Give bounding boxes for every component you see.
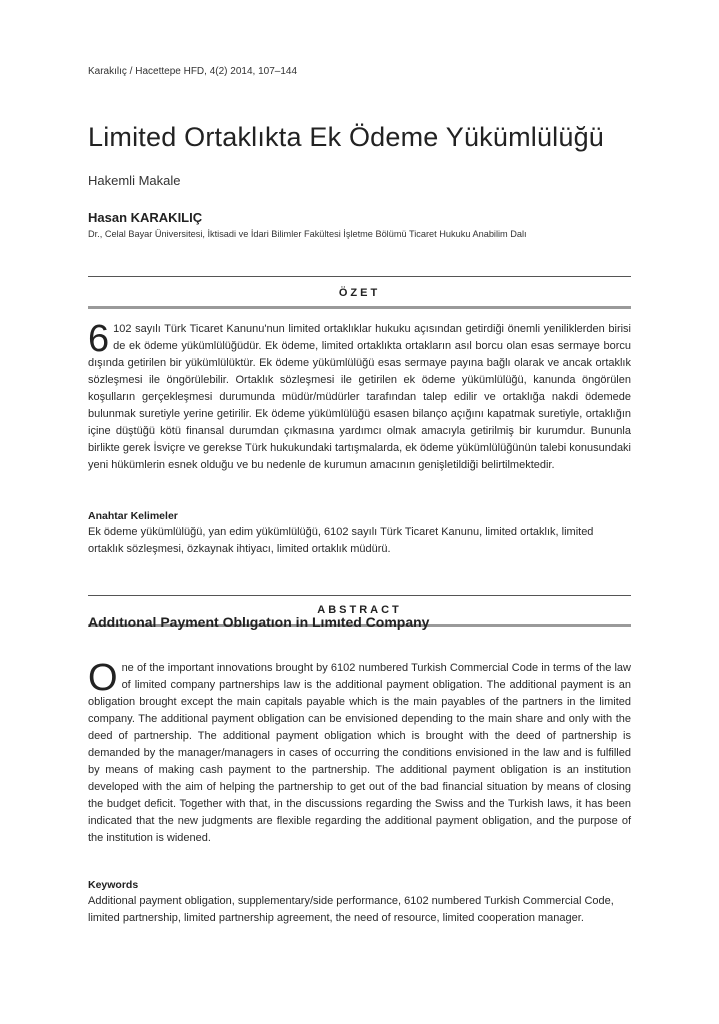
article-title: Limited Ortaklıkta Ek Ödeme Yükümlülüğü [88, 122, 605, 152]
abstract-keywords: Additional payment obligation, supplementary/side performance, 6102 numbered Turkish Commercial Code, limited partnership, limited partnership agreement, the need of resource, limited cooperation manager. [88, 895, 614, 924]
abstract-keywords-label: Keywords [88, 879, 139, 891]
abstract-body: ne of the important innovations brought by 6102 numbered Turkish Commercial Code in terms of the law of limited company partnerships law is the additional payment obligation. The additional payment is an obligation brought except the main capitals payable which is the main payables of the partners in the limited company. The additional payment obligation can be envisioned depending to the main share and only with the deed of partnership. The additional payment obligation which is brought with the deed of partnership is demanded by the manager/managers in cases of occurring the conditions envisioned in the law and is fulfilled by means of making cash payment to the partnership. The additional payment obligation is an institution developed with the aim of helping the partnership to get out of the bad financial situation by means of closing the budget deficit. Together with that, in the discussions regarding the Swiss and the Turkish laws, it has been indicated that the new judgments are flexible regarding the additional payment obligation, and the purpose of the institution is widened. [88, 662, 631, 844]
abstract-top-rule [88, 595, 631, 596]
ozet-top-rule [88, 276, 631, 277]
abstract-dropcap: O [88, 657, 118, 699]
ozet-keywords-label: Anahtar Kelimeler [88, 510, 178, 522]
ozet-heading: ÖZET [338, 287, 381, 299]
abstract-paragraph [88, 657, 631, 847]
running-head: Karakılıç / Hacettepe HFD, 4(2) 2014, 107–144 [88, 66, 298, 77]
ozet-bottom-rule [88, 306, 631, 309]
author-affiliation: Dr., Celal Bayar Üniversitesi, İktisadi ve İdari Bilimler Fakültesi İşletme Bölümü Ticaret Hukuku Anabilim Dalı [88, 229, 527, 239]
ozet-body: 102 sayılı Türk Ticaret Kanunu'nun limited ortaklıklar hukuku açısından getirdiği önemli yeniliklerden birisi de ek ödeme yükümlülüğüdür. Ek ödeme, limited ortaklıkta ortakların asıl borcu olan esas sermaye borcu dışında getirilen bir yükümlülüktür. Ek ödeme yükümlülüğü esas sermaye payına bağlı olarak ve ancak ortaklık sözleşmesi ile öngörülebilir. Ortaklık sözleşmesi ile getirilen ek ödeme yükümlülüğü, kanunda öngörülen koşulların gerçekleşmesi durumunda müdür/müdürler tarafından talep edilir ve ortaklığa nakdi ödemede bulunmak suretiyle yerine getirilir. Ek ödeme yükümlülüğü esasen bilanço açığını kapatmak suretiyle, ortaklığın içine düştüğü kötü finansal durumdan çıkmasına yardımcı olmak amacıyla getirilmiş bir kurumdur. Bununla birlikte gerek İsviçre ve gerekse Türk hukukundaki tartışmalarda, ek ödeme yükümlülüğünün talebi konusundaki yeni hükümlerin esnek olduğu ve bu nedenle de kurumun amacının genişletildiği belirtilmektedir. [88, 323, 631, 471]
abstract-heading: ABSTRACT [317, 604, 402, 616]
ozet-dropcap: 6 [88, 318, 110, 360]
ozet-keywords: Ek ödeme yükümlülüğü, yan edim yükümlülüğü, 6102 sayılı Türk Ticaret Kanunu, limited ortaklık, limited ortaklık sözleşmesi, özkaynak ihtiyacı, limited ortaklık müdürü. [88, 526, 594, 555]
ozet-paragraph [88, 318, 631, 474]
author-name: Hasan KARAKILIÇ [88, 210, 203, 225]
abstract-title: Addıtıonal Payment Oblıgatıon in Lımıted Company [88, 614, 430, 630]
article-type: Hakemli Makale [88, 173, 181, 188]
